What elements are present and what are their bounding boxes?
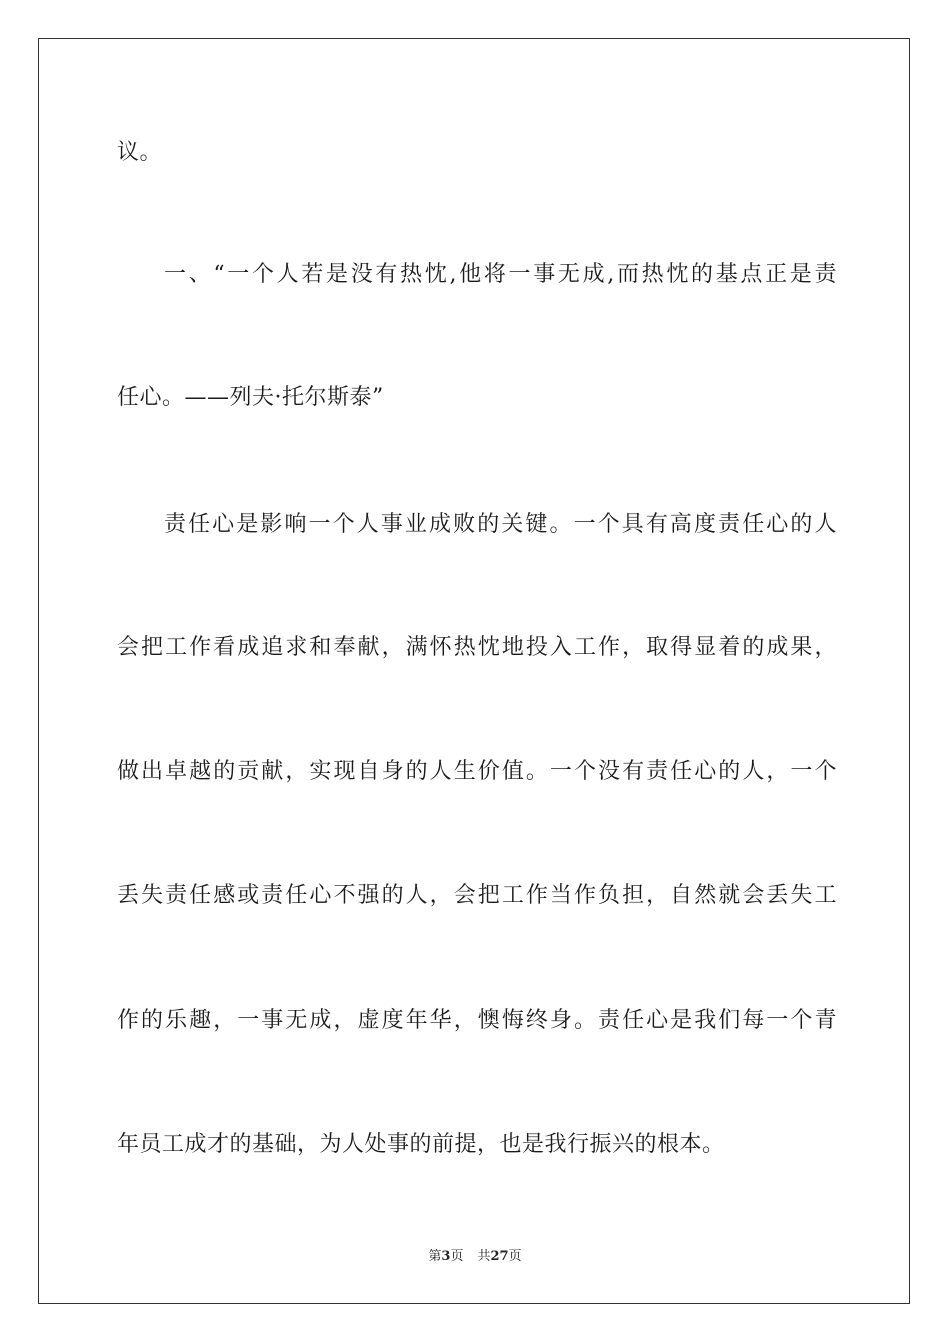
footer-page-number: 3 xyxy=(441,1249,451,1264)
footer-page-suffix: 页 xyxy=(450,1249,464,1264)
paragraph-line-3: 做出卓越的贡献，实现自身的人生价值。一个没有责任心的人，一个 xyxy=(117,759,837,784)
footer-total-suffix: 页 xyxy=(508,1249,522,1264)
paragraph-line-2: 会把工作看成追求和奉献，满怀热忱地投入工作，取得显着的成果， xyxy=(117,635,837,660)
paragraph-line-5: 作的乐趣，一事无成，虚度年华，懊悔终身。责任心是我们每一个青 xyxy=(117,1008,837,1033)
footer-page-prefix: 第 xyxy=(428,1249,442,1264)
footer-total-prefix: 共 xyxy=(477,1249,491,1264)
paragraph-line-4: 丢失责任感或责任心不强的人，会把工作当作负担，自然就会丢失工 xyxy=(117,883,837,908)
paragraph-line-1: 责任心是影响一个人事业成败的关键。一个具有高度责任心的人 xyxy=(164,512,837,537)
paragraph-line-6: 年员工成才的基础，为人处事的前提，也是我行振兴的根本。 xyxy=(117,1132,725,1157)
page-border xyxy=(38,38,910,1304)
page-footer xyxy=(0,1248,950,1266)
quote-line-1: 一、“一个人若是没有热忱,他将一事无成,而热忱的基点正是责 xyxy=(164,262,837,287)
body-line-1: 议。 xyxy=(117,140,163,165)
footer-total-pages: 27 xyxy=(490,1249,509,1264)
quote-line-2: 任心。——列夫·托尔斯泰” xyxy=(117,385,384,410)
